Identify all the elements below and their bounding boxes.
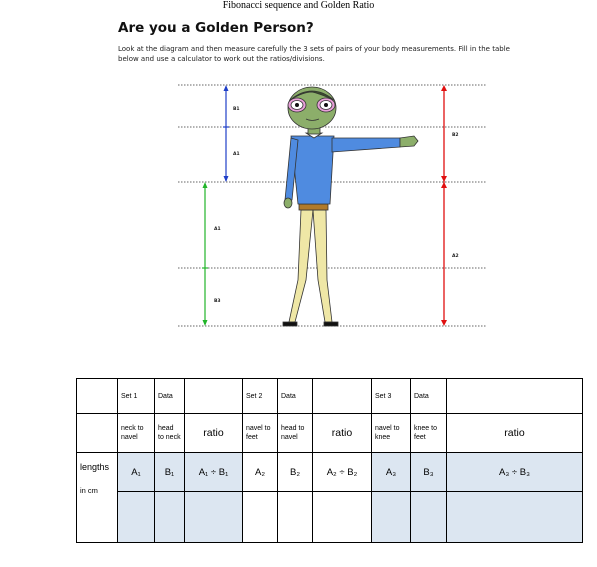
right-sleeve [332,138,400,152]
label-b2: B2 [452,133,459,138]
symbol-a3: A₃ [372,453,411,492]
label-b1: B1 [233,107,240,112]
page-title: Are you a Golden Person? [118,20,314,36]
right-pupil [324,103,328,107]
document-header: Fibonacci sequence and Golden Ratio [222,0,375,11]
lengths-label: lengths [80,462,110,472]
table-cell-empty [447,379,583,414]
set1-header: Set 1 [118,379,155,414]
data2-header: Data [278,379,313,414]
left-hand [284,198,292,208]
label-a1-upper: A1 [233,152,240,157]
table-row-input [77,492,583,543]
table-cell-empty [185,379,243,414]
symbol-b1: B₁ [155,453,185,492]
input-cell-ratio-3[interactable] [447,492,583,543]
blue-arrows [223,85,229,182]
symbol-ratio-1: A₁ ÷ B₁ [185,453,243,492]
table-cell-empty [77,379,118,414]
data3-header: Data [411,379,447,414]
left-leg [289,210,313,322]
label-a1-lower: A1 [214,227,221,232]
input-cell-b2[interactable] [278,492,313,543]
right-hand [400,136,418,147]
unit-label: in cm [80,486,98,495]
body-proportions-diagram [168,80,491,345]
table-row-set-headers [77,379,583,414]
table-cell-empty [313,379,372,414]
symbol-b2: B₂ [278,453,313,492]
red-arrows [441,85,447,326]
right-shoe [324,322,338,326]
input-cell-ratio-1[interactable] [185,492,243,543]
input-cell-b3[interactable] [411,492,447,543]
input-cell-a3[interactable] [372,492,411,543]
symbol-ratio-3: A₃ ÷ B₃ [447,453,583,492]
label-b3: B3 [214,299,221,304]
ratio-label-3: ratio [447,414,583,453]
measure-head-to-navel: head to navel [278,414,313,453]
green-arrows [202,182,208,326]
input-cell-ratio-2[interactable] [313,492,372,543]
symbol-ratio-2: A₂ ÷ B₂ [313,453,372,492]
measure-head-to-neck: head to neck [155,414,185,453]
set2-header: Set 2 [243,379,278,414]
data1-header: Data [155,379,185,414]
table-row-measurements [77,414,583,453]
ratio-label-2: ratio [313,414,372,453]
measure-navel-to-knee: navel to knee [372,414,411,453]
symbol-b3: B₃ [411,453,447,492]
label-a2: A2 [452,254,459,259]
ratio-label-1: ratio [185,414,243,453]
instructions-text: Look at the diagram and then measure carefully the 3 sets of pairs of your body measurements. Fill in the table below and use a calculator to work out the ratios/divisions. [118,45,510,63]
input-cell-b1[interactable] [155,492,185,543]
measurement-table [76,378,583,543]
guide-lines [178,85,486,326]
set3-header: Set 3 [372,379,411,414]
input-cell-a2[interactable] [243,492,278,543]
measure-knee-to-feet: knee to feet [411,414,447,453]
left-shoe [283,322,297,326]
left-pupil [295,103,299,107]
input-cell-a1[interactable] [118,492,155,543]
right-leg [313,210,332,322]
zombie-figure [283,87,418,326]
symbol-a2: A₂ [243,453,278,492]
measure-navel-to-feet: navel to feet [243,414,278,453]
symbol-a1: A₁ [118,453,155,492]
table-row-symbols [77,453,583,492]
belt [299,204,328,210]
measure-neck-to-navel: neck to navel [118,414,155,453]
table-cell-empty [77,414,118,453]
